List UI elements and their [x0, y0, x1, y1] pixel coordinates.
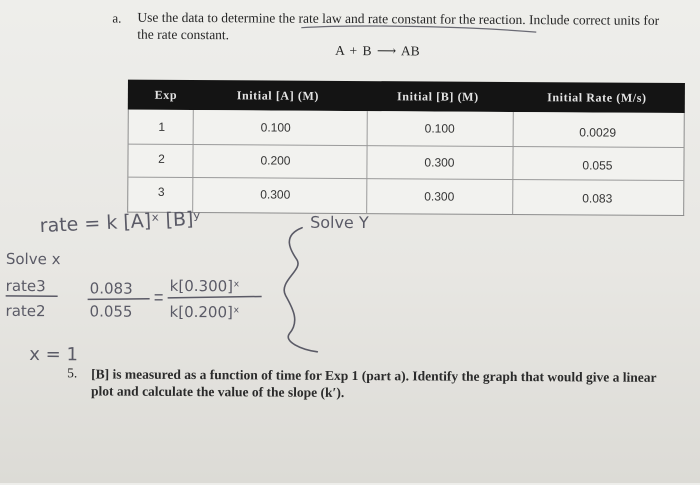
header-initial-b: Initial [B] (M): [397, 89, 479, 104]
header-initial-a: Initial [A] (M): [237, 88, 319, 104]
header-exp: Exp: [155, 88, 178, 103]
cell-rate: 0.055: [582, 158, 612, 172]
cell-a: 0.200: [260, 153, 290, 167]
question-a-letter: a.: [112, 11, 121, 27]
solve-y-label: Solve Y: [310, 213, 369, 232]
question-a-text: Use the data to determine the rate law and rate constant for the reaction. Include correct units for the rate constant.: [137, 9, 677, 46]
question-5-text: [B] is measured as a function of time for Exp 1 (part a). Identify the graph that would give a linear plot and calculate the value of the slope (k′).: [91, 365, 681, 403]
solve-x-label: Solve x: [6, 250, 61, 268]
cell-rate: 0.083: [582, 191, 612, 205]
ratio-denominator-right: k[0.200]ˣ: [170, 303, 240, 321]
cell-exp: 1: [158, 120, 165, 134]
header-initial-rate: Initial Rate (M/s): [547, 90, 647, 106]
question-5-number: 5.: [67, 365, 77, 381]
cell-exp: 3: [158, 185, 165, 199]
fraction-bar: [168, 296, 262, 299]
ratio-numerator-right: k[0.300]ˣ: [170, 277, 240, 295]
cell-b: 0.100: [425, 121, 455, 135]
cell-exp: 2: [158, 152, 165, 166]
ratio-numerator-mid: 0.083: [90, 279, 133, 297]
rate-law-handwritten: rate = k [A]ˣ [B]ʸ: [39, 208, 201, 237]
cell-a: 0.100: [261, 120, 291, 134]
bracket-stroke: [284, 228, 318, 352]
underline-stroke: [301, 26, 536, 33]
fraction-bar: [88, 298, 150, 299]
cell-rate: 0.0029: [579, 125, 616, 139]
cell-a: 0.300: [260, 187, 290, 201]
cell-b: 0.300: [424, 189, 454, 203]
ratio-numerator-left: rate3: [6, 277, 46, 295]
ratio-denominator-mid: 0.055: [90, 302, 133, 320]
cell-b: 0.300: [424, 155, 454, 169]
x-result: x = 1: [29, 344, 78, 365]
reaction-equation: A + B ⟶ AB: [335, 43, 420, 60]
ratio-denominator-left: rate2: [6, 302, 46, 320]
